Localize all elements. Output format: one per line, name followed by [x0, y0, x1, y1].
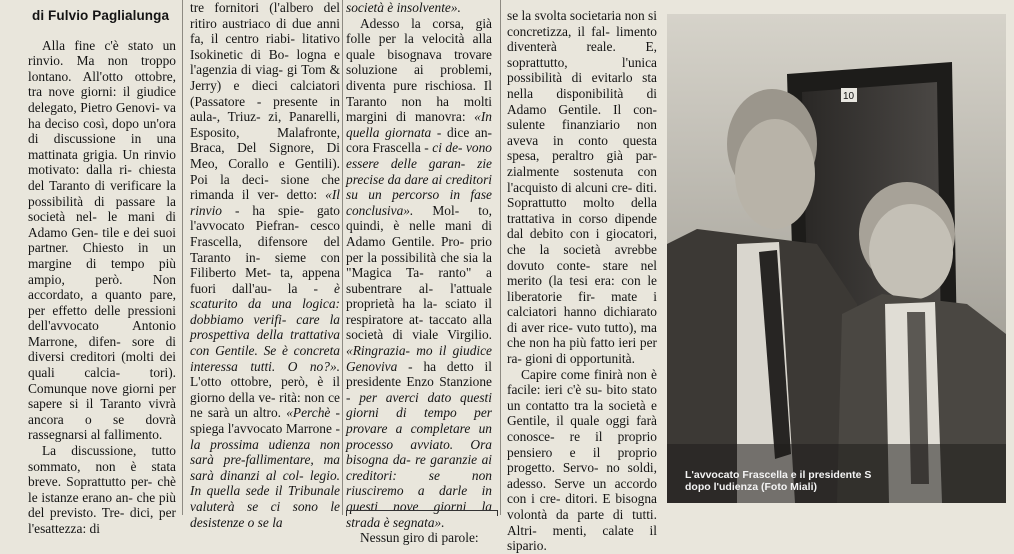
column-rule: [500, 0, 501, 515]
article-column-3: [346, 0, 492, 546]
text-run: - ha detto il presidente Enzo Stanzione -: [346, 358, 492, 405]
paragraph: [190, 0, 340, 530]
paragraph: [346, 16, 492, 531]
text-run: - ha spie- gato l'avvocato Piefran- cesco Frascella, difensore del Taranto in- sieme con Filiberto Met- ta, appena fuori dall'au- la -: [190, 202, 340, 296]
paragraph: se la svolta societaria non si concretizza, il fal- limento diventerà reale. E, soprattutto, l'unica possibilità di evitarlo sta nella disponibilità di Adamo Gentile. Il con- sulente finanziario non aveva in conto questa spesa, peraltro già par- zialmente sostenuta con l'acquisto di alcuni cre- diti. Soprattutto molto della trattativa in corso dipende dal debito con i giocatori, che la società avrebbe dovuto conte- stare nel merito (la tesi era: con le liberatorie fir- mate i calciatori hanno dichiarato di aver rice- vuto tutto), ma che non ha più fatto ieri per ra- gioni di opportunità.: [507, 8, 657, 367]
quote-run: per averci dato questi giorni di tempo per provare a completare un processo avviato. Ora bisogna da- re garanzie ai creditori: se non riusciremo a darle in questi nove giorni la strada è segnata».: [346, 389, 492, 530]
photo-caption: [685, 469, 985, 493]
headline-fragment: [820, 0, 1014, 4]
paragraph: società è insolvente».: [346, 0, 461, 15]
caption-line: dopo l'udienza (Foto Miali): [685, 481, 817, 493]
column-rule: [342, 0, 343, 515]
text-run: - dice an- cora Frascella -: [346, 124, 492, 156]
photo-illustration: [667, 14, 1006, 503]
paragraph: La discussione, tutto sommato, non è stata breve. Soprattutto per- chè le istanze erano an- che più del previsto. Tre- dici, per l'esattezza: di: [28, 443, 176, 536]
text-run: L'otto ottobre, però, è il giorno della ve- rità: non ce ne sarà un altro.: [190, 374, 340, 421]
caption-line: L'avvocato Frascella e il presidente S: [685, 469, 872, 481]
quote-run: «In quella giornata: [346, 109, 492, 140]
box-frame-fragment: [346, 510, 498, 516]
quote-run: «Perchè: [286, 405, 331, 421]
quote-run: la prossima udienza non sarà pre-fallimentare, ma sarà dinanzi al col- legio. In quella sede il Tribunale valuterà se ci sono le desistenze o se la: [190, 436, 340, 530]
news-photo: [667, 14, 1006, 503]
text-run: Mol- to, quindi, è nelle mani di Adamo Gentile. Pro- prio per la possibilità che sia la "Magica Ta- ranto" a subentrare al- l'attuale proprietà ha la- sciato il respiratore at- taccato alla società di viale Virgilio.: [346, 202, 492, 343]
column-rule: [182, 0, 183, 515]
quote-run: «Il rinvio: [190, 187, 340, 218]
paragraph: Alla fine c'è stato un rinvio. Ma non troppo lontano. All'otto ottobre, tra nove giorni: il giudice delegato, Pietro Genovi- va ha deciso così, dopo un'ora di discussione in una mattinata grigia. Un rinvio motivato: dalla ri- chiesta del Taranto di verificare la possibilità di passare la società nel- le mani di Adamo Gen- tile e dei suoi partner. Chiesto in un margine di tempo più ampio, però. Non accordato, a quanto pare, per effetto delle pressioni dell'avvocato Antonio Marrone, difen- sore di diversi creditori (molti dei quali calcia- tori). Comunque nove giorni per sapere si il Taranto vivrà ancora o se dovrà rassegnarsi al fallimento.: [28, 37, 176, 443]
door-number: 10: [843, 91, 855, 102]
article-column-1: [28, 0, 176, 536]
quote-run: «Ringrazia- mo il giudice Genoviva: [346, 343, 492, 374]
paragraph: Capire come finirà non è facile: ieri c'è su- bito stato un contatto tra la società e Gentile, il quale oggi farà conosce- re il proprio pensiero e il proprio progetto. Servo- no soldi, adesso. Serve un accordo con i cre- ditori. E bisogna volontà da parte di tutti. Altri- menti, calate il sipario.: [507, 366, 657, 554]
paragraph: Nessun giro di parole:: [360, 530, 479, 546]
text-run: - spiega l'avvocato Marrone -: [190, 405, 340, 437]
text-run: Adesso la corsa, già folle per la velocità alla quale bisognava trovare soluzione ai problemi, diventa pure rischiosa. Il Taranto non ha molti margini di manovra:: [346, 15, 492, 125]
text-run: tre fornitori (l'albero del ritiro austriaco di due anni fa, il centro riabi- litativo Isokinetic di Bo- logna e l'agenzia di viag- gi Tom & Jerry) e dieci calciatori (Passatore - presente in aula-, Triuz- zi, Panarelli, Esposito, Malafronte, Braca, Del Signore, Di Meo, Corallo e Gentili). Poi la deci- sione che rimanda il ver- detto:: [190, 0, 340, 203]
byline: di Fulvio Paglialunga: [32, 8, 170, 23]
article-column-2: [190, 0, 340, 530]
quote-run: ci de- vono essere delle garan- zie precise da dare ai creditori su un percorso in fase conclusiva».: [346, 140, 492, 218]
quote-run: è scaturito da una logica: dobbiamo verifi- care la prospettiva della trattativa con Gentile. Se è concreta interessa tutti. O no?».: [190, 280, 340, 374]
article-column-4: [507, 0, 657, 554]
